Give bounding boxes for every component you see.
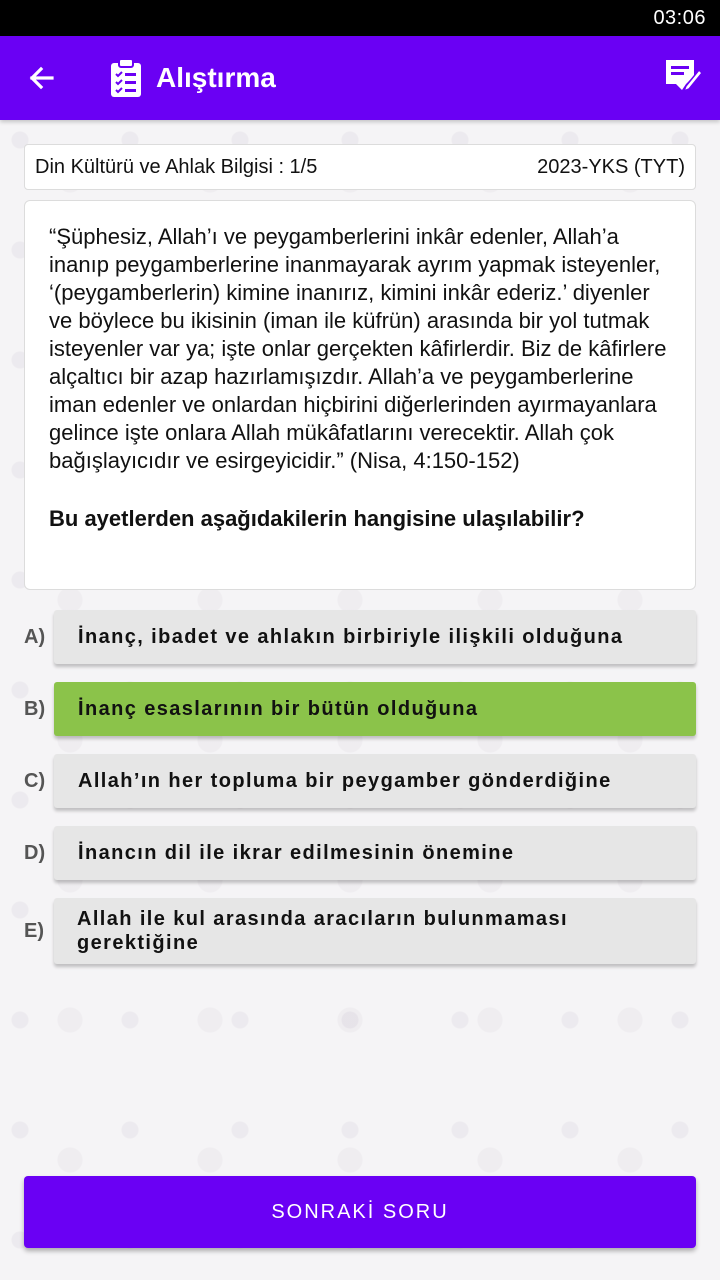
- status-time: 03:06: [653, 7, 706, 29]
- clipboard-list-icon: [108, 58, 144, 98]
- option-c-button[interactable]: [54, 754, 696, 808]
- option-text: İnanç, ibadet ve ahlakın birbiriyle ilişkili olduğuna: [78, 626, 624, 648]
- status-bar: [0, 0, 720, 36]
- option-a-button[interactable]: [54, 610, 696, 664]
- exam-label: 2023-YKS (TYT): [537, 156, 685, 178]
- question-text: “Şüphesiz, Allah’ı ve peygamberlerini inkâr edenler, Allah’a inanıp peygamberlerine inanmayarak ayrım yapmak isteyenler, ‘(peygamberlerin) kimine inanırız, kimini inkâr ederiz.’ diyenler ve böylece bu ikisinin (iman ile küfrün) arasında bir yol tutmak isteyenler var ya; işte onlar gerçekten kâfirlerdir. Biz de kâfirlere alçaltıcı bir azap hazırlamışızdır. Allah’a ve peygamberlerine iman edenler ve onlardan hiçbirini diğerlerinden ayırmayanlara gelince işte onlara Allah mükâfatlarını verecektir. Allah çok bağışlayıcıdır ve esirgeyicidir.” (Nisa, 4:150-152): [49, 224, 667, 473]
- option-text: İnancın dil ile ikrar edilmesinin önemine: [78, 842, 515, 864]
- subject-progress: Din Kültürü ve Ahlak Bilgisi : 1/5: [35, 156, 318, 178]
- question-card: [24, 200, 696, 590]
- option-letter: B): [24, 698, 46, 720]
- option-e-button[interactable]: [54, 898, 696, 964]
- edit-note-icon: [662, 56, 704, 98]
- option-b-button[interactable]: [54, 682, 696, 736]
- back-button[interactable]: [22, 58, 62, 98]
- arrow-left-icon: [22, 58, 62, 98]
- option-letter: C): [24, 770, 46, 792]
- option-text: Allah ile kul arasında aracıların bulunmaması gerektiğine: [77, 908, 568, 954]
- option-text: İnanç esaslarının bir bütün olduğuna: [78, 698, 479, 720]
- question-info-bar: [24, 144, 696, 190]
- app-bar: [0, 36, 720, 120]
- option-letter: E): [24, 920, 44, 942]
- notes-button[interactable]: [662, 56, 704, 98]
- question-prompt: Bu ayetlerden aşağıdakilerin hangisine ulaşılabilir?: [49, 506, 585, 531]
- option-text: Allah’ın her topluma bir peygamber gönderdiğine: [78, 770, 612, 792]
- option-d-button[interactable]: [54, 826, 696, 880]
- option-letter: A): [24, 626, 46, 648]
- option-letter: D): [24, 842, 46, 864]
- next-question-button[interactable]: SONRAKİ SORU: [24, 1176, 696, 1248]
- page-title: Alıştırma: [156, 62, 276, 93]
